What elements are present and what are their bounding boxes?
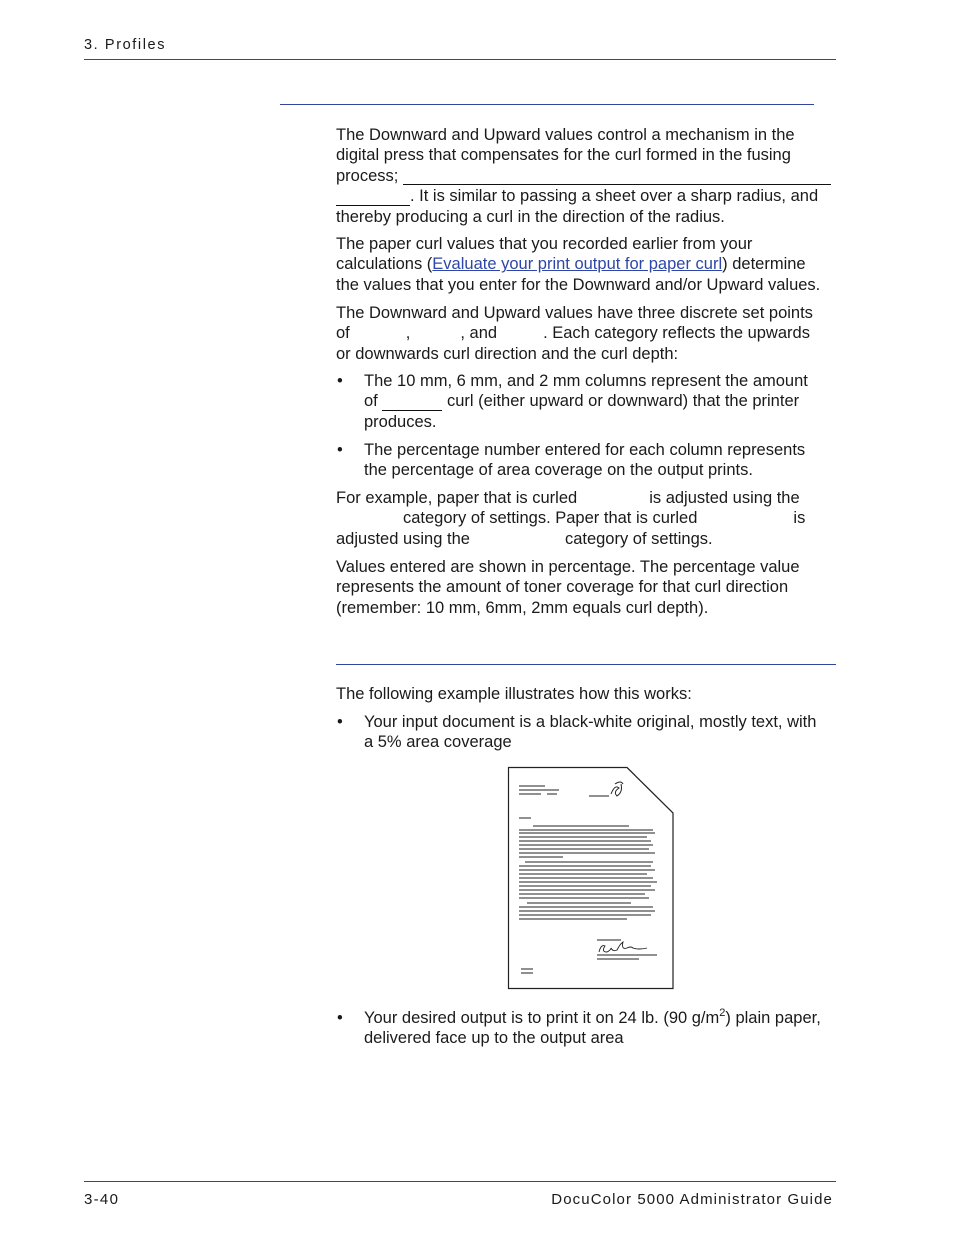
redacted-blank	[403, 166, 831, 186]
header-rule	[84, 59, 836, 60]
section-rule-top	[280, 104, 814, 105]
paragraph-example: For example, paper that is curled is adjusted using the category of settings. Paper that is curled is adjusted using the category of settings.	[336, 489, 806, 548]
bullet-list-columns-2	[336, 440, 841, 481]
evaluate-paper-curl-link[interactable]: Evaluate your print output for paper curl	[432, 255, 723, 274]
redacted-blank	[336, 186, 410, 206]
bullet-list-columns	[336, 371, 841, 432]
bullet-list-example	[336, 712, 841, 753]
page-number: 3-40	[84, 1191, 120, 1208]
section-rule-example	[336, 664, 836, 665]
list-item: • The percentage number entered for each column represents the percentage of area coverage on the output prints.	[337, 441, 806, 480]
paragraph-curl-mechanism: The Downward and Upward values control a mechanism in the digital press that compensates for the curl formed in the fusing process; . It is similar to passing a sheet over a sharp radius, and thereby producing a curl in the direction of the radius.	[336, 125, 841, 227]
paragraph-example-intro: The following example illustrates how this works:	[336, 685, 692, 703]
paragraph-curl-values: The paper curl values that you recorded earlier from your calculations (Evaluate your print output for paper curl) determine the values that you enter for the Downward and/or Upward values.	[336, 235, 821, 294]
paragraph-set-points: The Downward and Upward values have three discrete set points of , , and . Each category reflects the upwards or downwards curl direction and the curl depth:	[336, 304, 813, 363]
list-item: • Your desired output is to print it on 24 lb. (90 $g/m^2$) plain paper, delivered face up to the output area	[337, 1006, 821, 1048]
paragraph-percentage: Values entered are shown in percentage. The percentage value represents the amount of toner coverage for that curl direction (remember: 10 mm, 6mm, 2mm equals curl depth).	[336, 558, 800, 617]
footer-rule	[84, 1181, 836, 1182]
text-document-icon	[507, 766, 675, 990]
bullet-icon: •	[337, 441, 343, 459]
bullet-list-example-2	[336, 1008, 841, 1049]
list-item: • Your input document is a black-white original, mostly text, with a 5% area coverage	[337, 713, 817, 752]
guide-title: DocuColor 5000 Administrator Guide	[551, 1191, 833, 1208]
list-item: • The 10 mm, 6 mm, and 2 mm columns represent the amount of curl (either upward or downward) that the printer produces.	[337, 372, 808, 431]
bullet-icon: •	[337, 372, 343, 390]
running-header: 3. Profiles	[84, 37, 167, 53]
bullet-icon: •	[337, 713, 343, 731]
bullet-icon: •	[337, 1009, 343, 1027]
redacted-blank	[382, 391, 442, 411]
